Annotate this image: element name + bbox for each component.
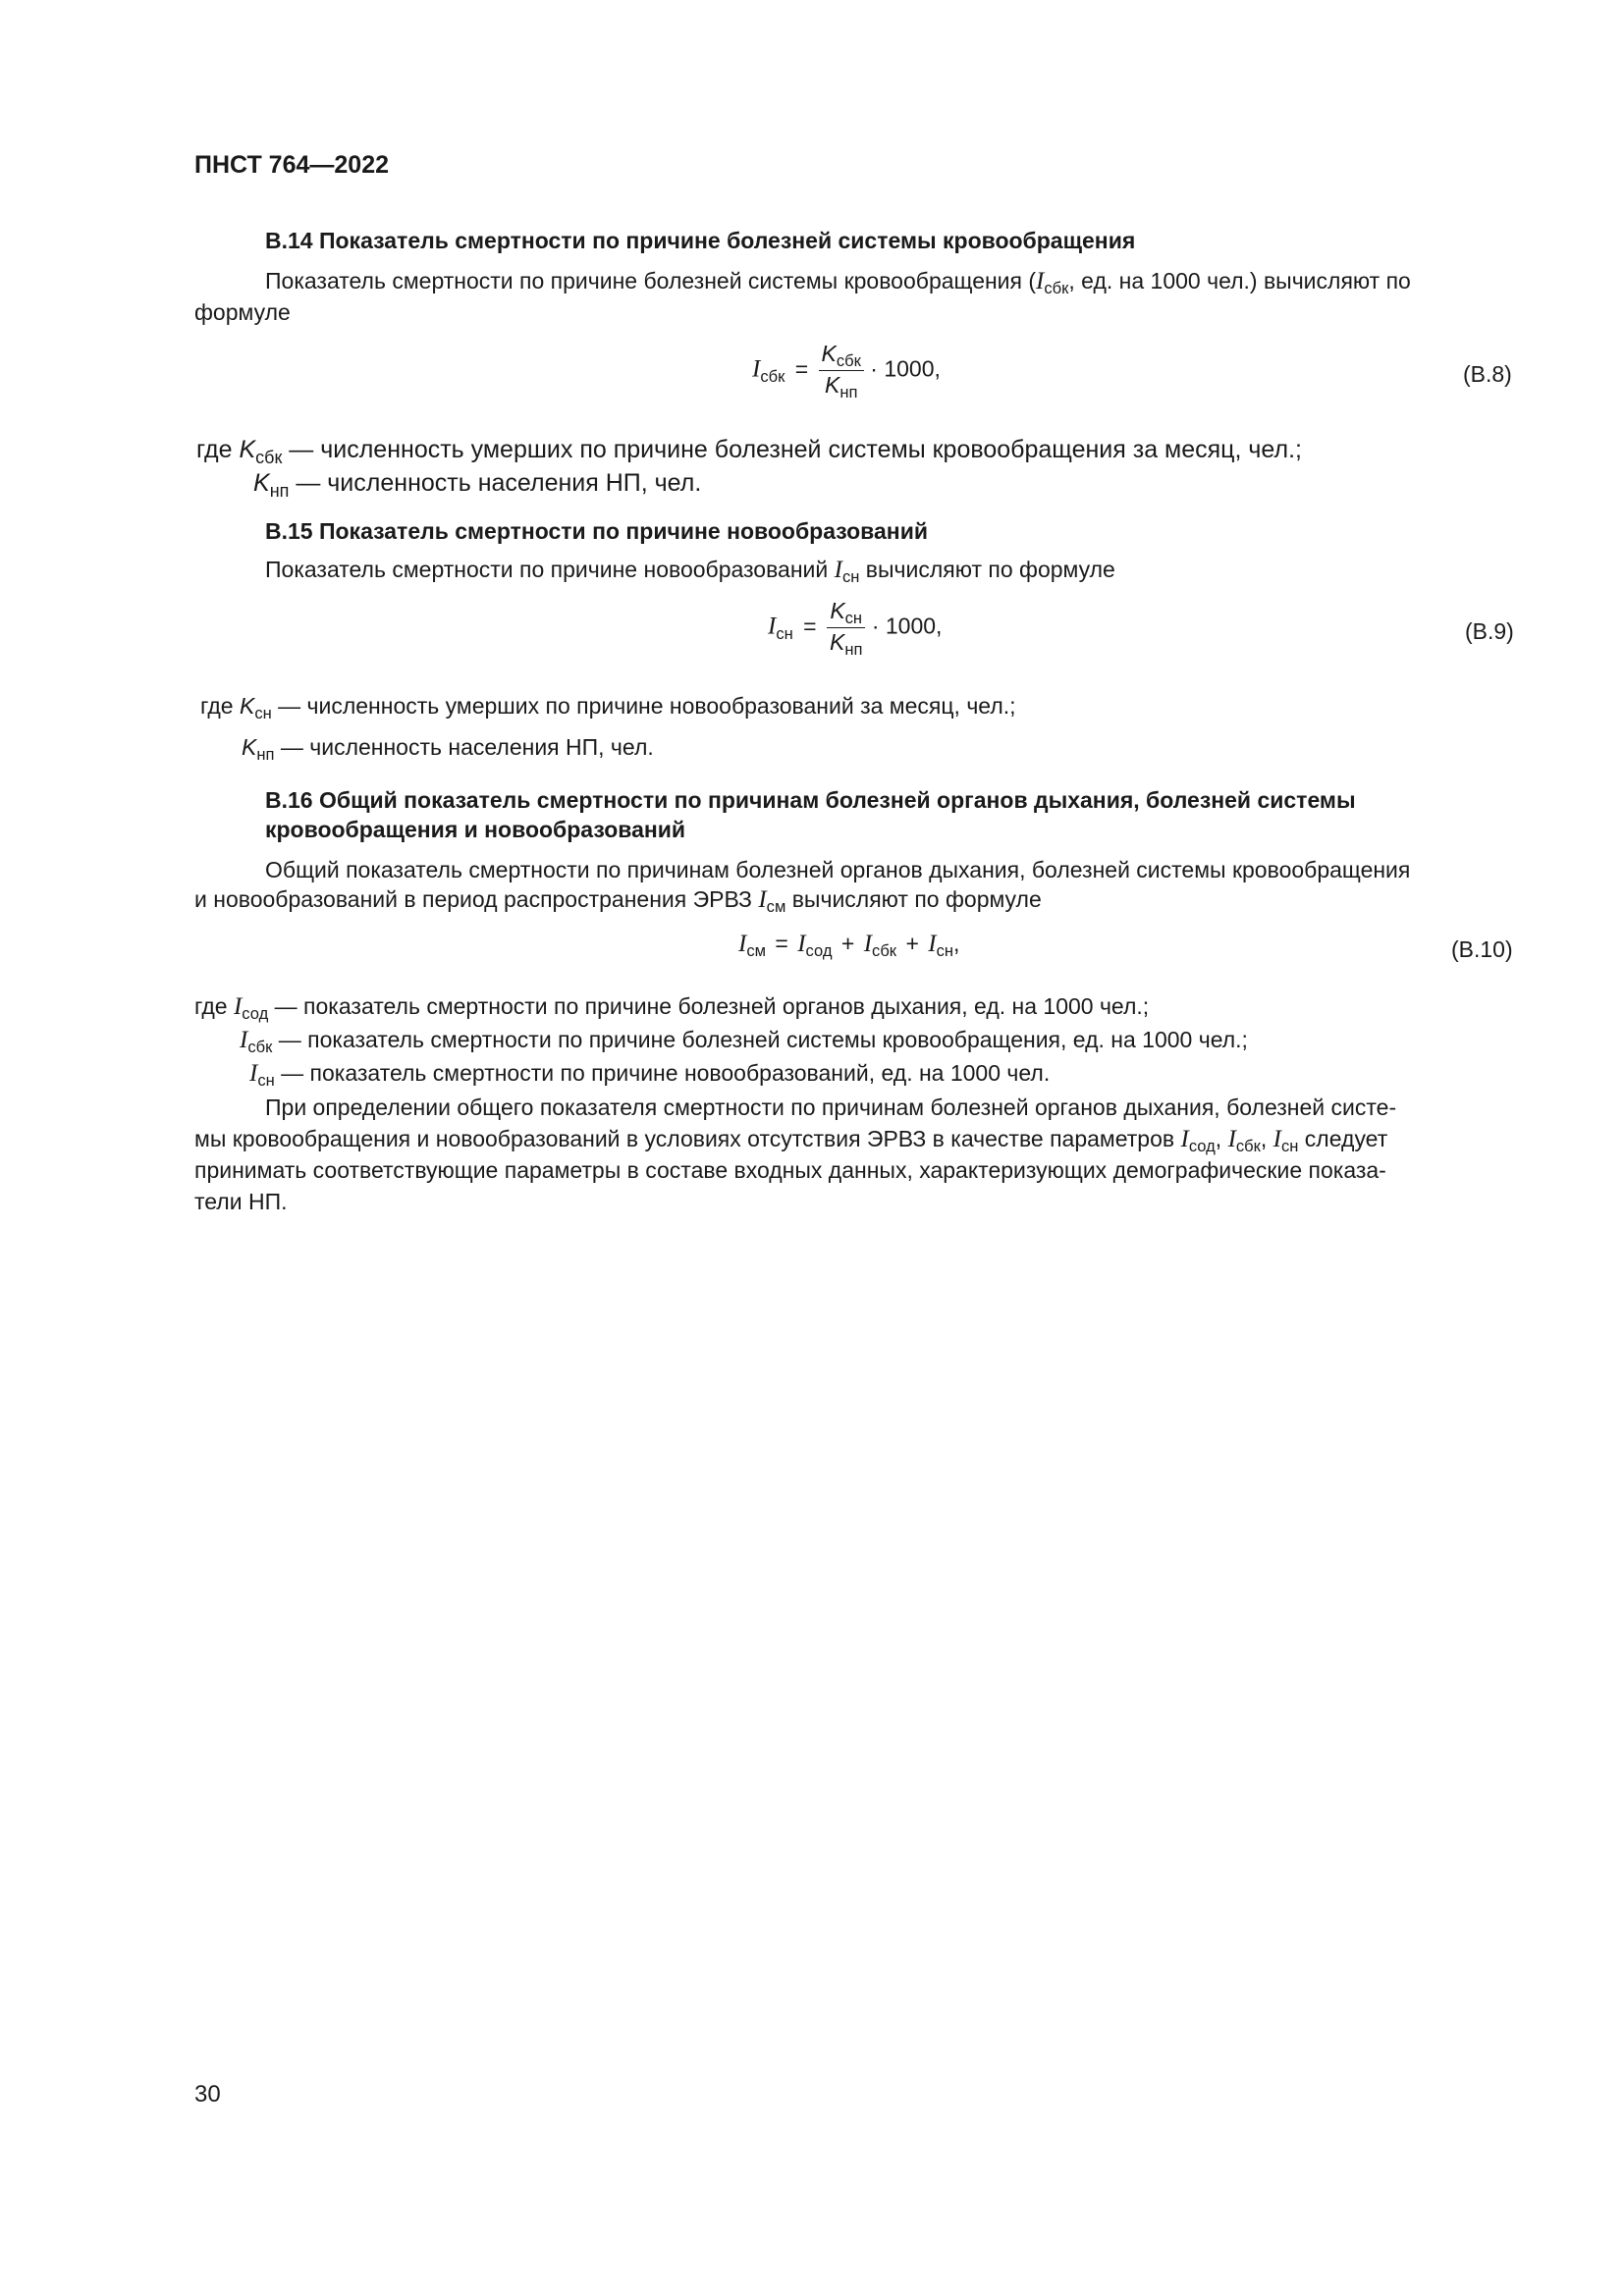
where-text: показатель смертности по причине новообразований, ед. на 1000 чел. (309, 1060, 1051, 1086)
where-symbol-sub: сод (242, 1004, 269, 1024)
section-title-b14: В.14 Показатель смертности по причине болезней системы кровообращения (265, 228, 1136, 253)
numerator-sub: сбк (836, 351, 861, 371)
numerator-symbol: K (830, 598, 845, 623)
final-sep: , (1260, 1126, 1273, 1151)
page-number: 30 (194, 2081, 221, 2108)
formula-b10 (738, 931, 960, 961)
final-text-a: мы кровообращения и новообразований в условиях отсутствия ЭРВЗ в качестве параметров (194, 1126, 1181, 1151)
where-symbol-sub: сбк (247, 1038, 273, 1057)
where-dash: — (278, 693, 301, 719)
formula-lhs: I (768, 613, 777, 640)
where-dash: — (280, 734, 303, 760)
formula-equals: = (775, 931, 788, 956)
intro-text-a: Показатель смертности по причине болезней системы кровообращения ( (265, 268, 1037, 294)
where-prefix: где (194, 993, 228, 1019)
formula-tail: , (953, 931, 960, 956)
numerator-symbol: K (821, 341, 837, 366)
section-title-b16: В.16 Общий показатель смертности по причинам болезней органов дыхания, болезней системы (265, 787, 1356, 813)
intro-var-sub: сбк (1044, 279, 1069, 298)
section-b16-intro: Общий показатель смертности по причинам болезней органов дыхания, болезней системы кровообращения (265, 857, 1411, 882)
where-symbol: I (240, 1027, 248, 1053)
where-symbol: K (239, 693, 255, 719)
where-symbol-sub: сбк (255, 447, 283, 467)
formula-fraction (827, 598, 865, 660)
where-symbol: K (242, 734, 257, 760)
final-paragraph-line3: принимать соответствующие параметры в составе входных данных, характеризующих демографические показа- (194, 1157, 1386, 1183)
intro-text-a: Показатель смертности по причине новообразований (265, 557, 835, 582)
final-paragraph-line1: При определении общего показателя смертности по причинам болезней органов дыхания, болезней систе- (265, 1095, 1397, 1120)
formula-lhs: I (738, 931, 747, 957)
fraction-denominator (822, 371, 860, 400)
where-symbol-sub: сн (257, 1071, 275, 1091)
where-text: численность умерших по причине новообразований за месяц, чел.; (306, 693, 1016, 719)
where-symbol: I (233, 993, 243, 1020)
final-sep: , (1215, 1126, 1228, 1151)
intro-var: I (758, 886, 767, 913)
intro-var-sub: сн (841, 567, 860, 587)
where-item (253, 469, 702, 501)
final-text-b: следует (1298, 1126, 1388, 1151)
formula-fraction (819, 342, 864, 400)
numerator-sub: сн (844, 609, 863, 628)
section-b14-intro-line2: формуле (194, 299, 291, 325)
where-item (249, 1060, 1051, 1091)
formula-lhs-sub: сбк (760, 366, 785, 386)
fraction-numerator (827, 599, 865, 628)
where-text: численность умерших по причине болезней системы кровообращения за месяц, чел.; (320, 436, 1302, 463)
formula-tail: · 1000, (871, 613, 943, 639)
formula-term-sub: сод (805, 941, 833, 961)
final-var: I (1227, 1126, 1236, 1152)
intro-text-b: , ед. на 1000 чел.) вычисляют по (1068, 268, 1411, 294)
where-dash: — (296, 469, 321, 497)
final-var-sub: сод (1188, 1137, 1216, 1156)
where-item (242, 734, 654, 765)
formula-term: I (863, 931, 873, 957)
intro-var: I (834, 557, 842, 583)
final-var-sub: сбк (1235, 1137, 1261, 1156)
formula-term-sub: сбк (872, 941, 897, 961)
denominator-symbol: K (824, 372, 840, 398)
denominator-sub: нп (839, 383, 858, 402)
where-symbol-sub: нп (256, 745, 275, 765)
formula-lhs-sub: см (746, 941, 766, 961)
section-b15-intro (265, 554, 1115, 588)
denominator-symbol: K (829, 629, 845, 655)
fraction-denominator (827, 628, 865, 660)
where-symbol: K (239, 436, 256, 463)
where-item (194, 993, 1150, 1024)
intro-var: I (1036, 268, 1045, 294)
formula-term: I (797, 931, 806, 957)
final-paragraph-line4: тели НП. (194, 1189, 288, 1214)
where-item (200, 693, 1016, 723)
equation-number-b8: (B.8) (1463, 361, 1512, 387)
final-var-sub: сн (1281, 1137, 1299, 1156)
where-text: показатель смертности по причине болезней системы кровообращения, ед. на 1000 чел.; (307, 1027, 1248, 1052)
formula-term-sub: сн (936, 941, 954, 961)
intro-text-b: вычисляют по формуле (785, 886, 1042, 912)
formula-plus: + (840, 931, 855, 956)
where-item (240, 1027, 1248, 1057)
formula-equals: = (803, 613, 817, 639)
where-item (196, 436, 1302, 467)
where-dash: — (281, 1060, 304, 1086)
formula-b9 (768, 598, 943, 660)
where-symbol: I (249, 1060, 258, 1087)
where-text: численность населения НП, чел. (327, 469, 702, 497)
where-dash: — (278, 1027, 301, 1052)
formula-term: I (928, 931, 937, 957)
where-text: показатель смертности по причине болезней органов дыхания, ед. на 1000 чел.; (303, 993, 1150, 1019)
fraction-numerator (819, 342, 864, 371)
document-header: ПНСТ 764—2022 (194, 151, 389, 179)
where-prefix: где (196, 436, 233, 463)
formula-b8 (752, 342, 941, 400)
where-text: численность населения НП, чел. (309, 734, 654, 760)
equation-number-b9: (B.9) (1465, 618, 1514, 644)
formula-lhs-sub: сн (776, 623, 793, 643)
final-var: I (1272, 1126, 1281, 1152)
final-paragraph-line2 (194, 1123, 1387, 1157)
section-b14-intro (265, 265, 1411, 299)
where-symbol-sub: нп (269, 480, 290, 501)
equation-number-b10: (B.10) (1451, 936, 1513, 962)
denominator-sub: нп (844, 640, 863, 660)
section-title-b16-line2: кровообращения и новообразований (265, 817, 686, 842)
final-var: I (1180, 1126, 1189, 1152)
formula-tail: · 1000, (870, 355, 941, 382)
intro-text-b: вычисляют по формуле (859, 557, 1115, 582)
formula-equals: = (794, 355, 809, 382)
where-symbol: K (253, 469, 270, 497)
where-prefix: где (200, 693, 234, 719)
where-dash: — (274, 993, 298, 1019)
section-b16-intro-line2 (194, 883, 1042, 918)
formula-plus: + (905, 931, 919, 956)
formula-lhs: I (752, 355, 761, 383)
intro-text-a: и новообразований в период распространения ЭРВЗ (194, 886, 759, 912)
section-title-b15: В.15 Показатель смертности по причине новообразований (265, 518, 928, 544)
where-dash: — (289, 436, 314, 463)
where-symbol-sub: сн (254, 704, 272, 723)
intro-var-sub: см (766, 897, 786, 917)
